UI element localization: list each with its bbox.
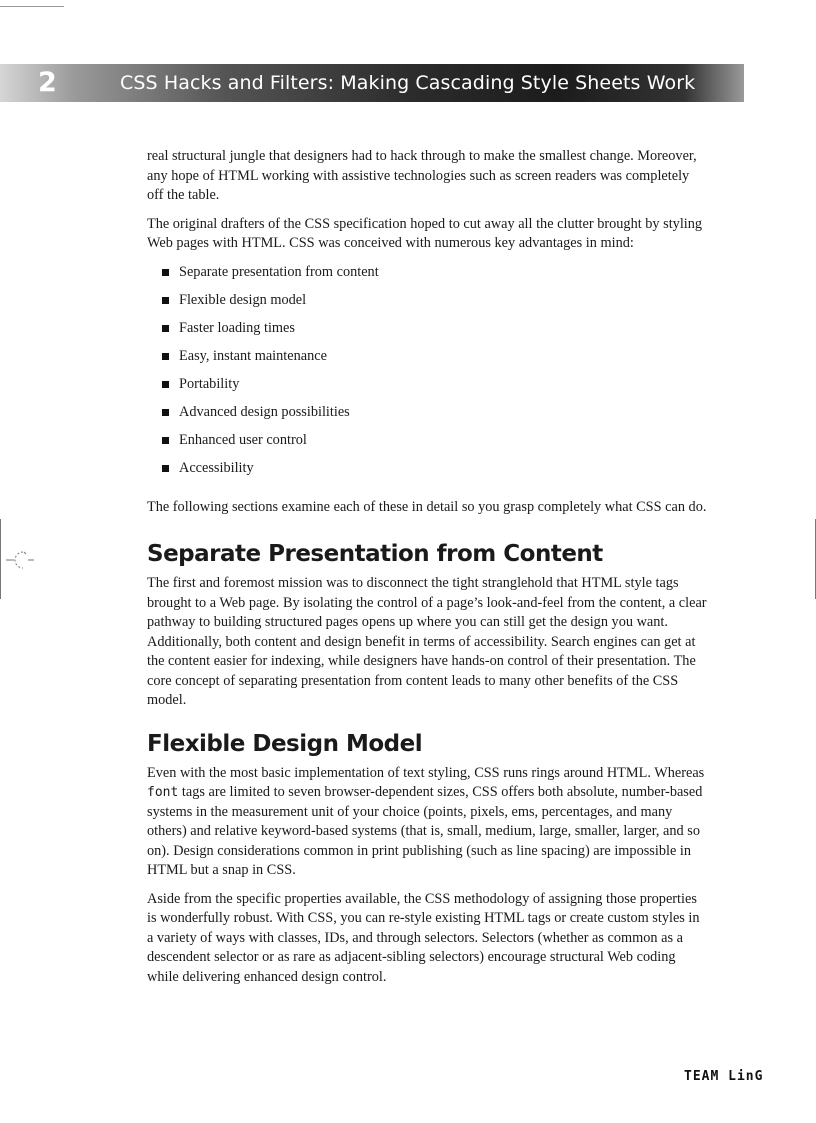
list-item [162, 263, 707, 291]
list-item-text: Faster loading times [179, 319, 295, 336]
list-item-text: Easy, instant maintenance [179, 347, 327, 364]
advantages-list [147, 263, 707, 487]
bullet-square-icon [162, 325, 169, 332]
list-item-text: Enhanced user control [179, 431, 307, 448]
list-item [162, 291, 707, 319]
chapter-title: CSS Hacks and Filters: Making Cascading Style Sheets Work [120, 72, 696, 94]
intro-paragraph-2: The original drafters of the CSS specification hoped to cut away all the clutter brought by styling Web pages with HTML. CSS was conceived with numerous key advantages in mind: [147, 215, 703, 251]
list-item [162, 431, 707, 459]
bullet-square-icon [162, 297, 169, 304]
list-item-text: Advanced design possibilities [179, 403, 350, 420]
list-item-text: Accessibility [179, 459, 254, 476]
paragraph-text-part: Even with the most basic implementation of text styling, CSS runs rings around HTML. Whereas [147, 764, 705, 781]
bullet-square-icon [162, 269, 169, 276]
bullet-square-icon [162, 409, 169, 416]
list-item-text: Flexible design model [179, 291, 307, 308]
transition-paragraph: The following sections examine each of these in detail so you grasp completely what CSS can do. [147, 498, 707, 515]
page-body [147, 147, 707, 996]
list-item [162, 375, 707, 403]
separate-presentation-paragraph: The first and foremost mission was to disconnect the tight stranglehold that HTML style tags brought to a Web page. By isolating the control of a page’s look-and-feel from the content, a clear pathway to building structured pages opens up where you can still get the design you want. Additionally, both content and design benefit in terms of accessibility. Search engines can get at the content easier for indexing, while designers have hands-on control of their presentation. The core concept of separating presentation from content leads to many other benefits of the CSS model. [147, 575, 707, 708]
intro-paragraph-1: real structural jungle that designers had to hack through to make the smallest change. Moreover, any hope of HTML working with assistive technologies such as screen readers was completely off the table. [147, 148, 697, 203]
flexible-design-paragraph-2: Aside from the specific properties available, the CSS methodology of assigning those properties is wonderfully robust. With CSS, you can re-style existing HTML tags or create custom styles in a variety of ways with classes, IDs, and through selectors. Selectors (whether as common as a descendent selector or as rare as adjacent-sibling selectors) encourage structural Web coding while delivering enhanced design control. [147, 890, 700, 985]
chapter-header-bar [0, 64, 744, 102]
left-margin-line [0, 519, 1, 599]
section-heading-flexible-design: Flexible Design Model [147, 730, 423, 757]
bullet-square-icon [162, 381, 169, 388]
list-item [162, 459, 707, 487]
flexible-design-paragraph-1 [147, 764, 707, 881]
section-heading-separate-presentation: Separate Presentation from Content [147, 541, 603, 567]
list-item [162, 347, 707, 375]
chapter-number: 2 [38, 67, 57, 98]
team-ling-watermark: TEAM LinG [684, 1069, 764, 1084]
crop-mark-icon [4, 548, 34, 572]
list-item [162, 403, 707, 431]
code-font-tag: font [147, 785, 179, 800]
list-item-text: Portability [179, 375, 240, 392]
bullet-square-icon [162, 465, 169, 472]
bullet-square-icon [162, 437, 169, 444]
bullet-square-icon [162, 353, 169, 360]
paragraph-text-part: tags are limited to seven browser-dependent sizes, CSS offers both absolute, number-based systems in the measurement unit of your choice (points, pixels, ems, percentages, and many others) and relative keyword-based systems (that is, small, medium, large, smaller, larger, and so on). Design considerations common in print publishing (such as line spacing) are impossible in HTML but a snap in CSS. [147, 784, 703, 878]
list-item-text: Separate presentation from content [179, 263, 379, 280]
corner-trim-line [0, 6, 64, 7]
list-item [162, 319, 707, 347]
